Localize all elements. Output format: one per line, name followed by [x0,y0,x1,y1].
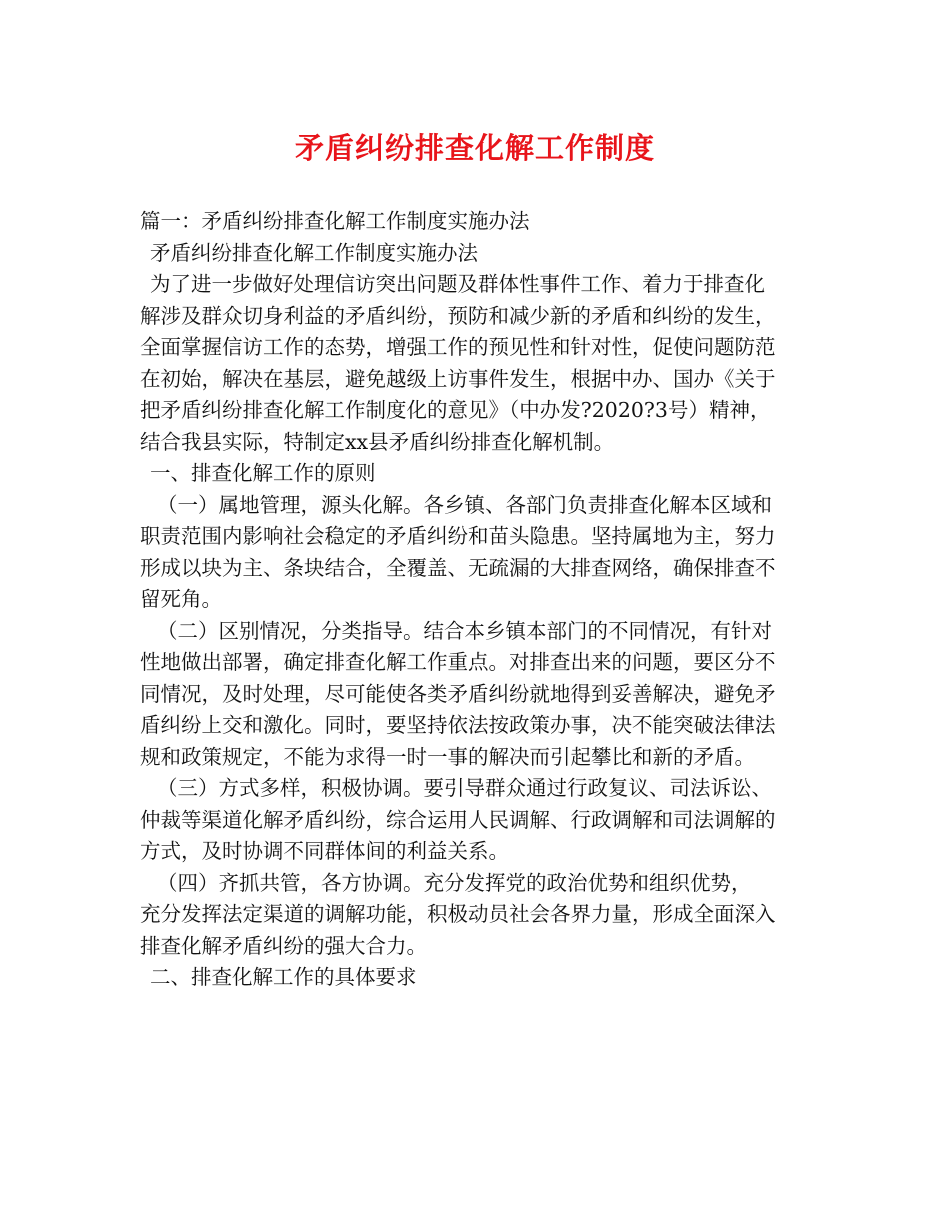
document-title: 矛盾纠纷排查化解工作制度 [294,131,655,165]
section-subtitle: 矛盾纠纷排查化解工作制度实施办法 [150,240,478,265]
paragraph-line: 排查化解矛盾纠纷的强大合力。 [140,933,427,958]
paragraph-line: 在初始，解决在基层，避免越级上访事件发生，根据中办、国办《关于 [140,366,776,391]
paragraph-line: 方式，及时协调不同群体间的利益关系。 [140,839,509,863]
section-heading: 一、排查化解工作的原则 [150,461,376,485]
paragraph-line: （三）方式多样，积极协调。要引导群众通过行政复议、司法诉讼、 [157,776,772,800]
paragraph-line: 解涉及群众切身利益的矛盾纠纷，预防和减少新的矛盾和纠纷的发生， [140,303,776,328]
paragraph-line: 结合我县实际，特制定xx县矛盾纠纷排查化解机制。 [140,429,615,454]
paragraph-line: 性地做出部署，确定排查化解工作重点。对排查出来的问题，要区分不 [140,650,776,674]
paragraph-line: 全面掌握信访工作的态势，增强工作的预见性和针对性，促使问题防范 [140,335,776,359]
document-body [140,206,820,994]
paragraph-line: 规和政策规定，不能为求得一时一事的解决而引起攀比和新的矛盾。 [140,744,755,769]
paragraph-line: 同情况，及时处理，尽可能使各类矛盾纠纷就地得到妥善解决，避免矛 [140,681,776,706]
paragraph-line: 留死角。 [140,587,222,611]
paragraph-line: 形成以块为主、条块结合，全覆盖、无疏漏的大排查网络，确保排查不 [140,555,776,580]
chapter-heading: 篇一：矛盾纠纷排查化解工作制度实施办法 [140,209,530,233]
paragraph-line: 充分发挥法定渠道的调解功能，积极动员社会各界力量，形成全面深入 [140,902,776,926]
section-heading: 二、排查化解工作的具体要求 [150,965,417,989]
paragraph-line: 把矛盾纠纷排查化解工作制度化的意见》（中办发?2020?3号）精神， [140,398,771,422]
paragraph-line: （一）属地管理，源头化解。各乡镇、各部门负责排查化解本区域和 [157,492,772,517]
paragraph-line: （四）齐抓共管，各方协调。充分发挥党的政治优势和组织优势， [157,870,752,895]
paragraph-line: 为了进一步做好处理信访突出问题及群体性事件工作、着力于排查化 [150,272,765,296]
paragraph-line: （二）区别情况，分类指导。结合本乡镇本部门的不同情况，有针对 [157,618,772,643]
paragraph-line: 盾纠纷上交和激化。同时，要坚持依法按政策办事，决不能突破法律法 [140,713,776,737]
paragraph-line: 仲裁等渠道化解矛盾纠纷，综合运用人民调解、行政调解和司法调解的 [140,807,776,832]
paragraph-line: 职责范围内影响社会稳定的矛盾纠纷和苗头隐患。坚持属地为主，努力 [140,524,776,548]
